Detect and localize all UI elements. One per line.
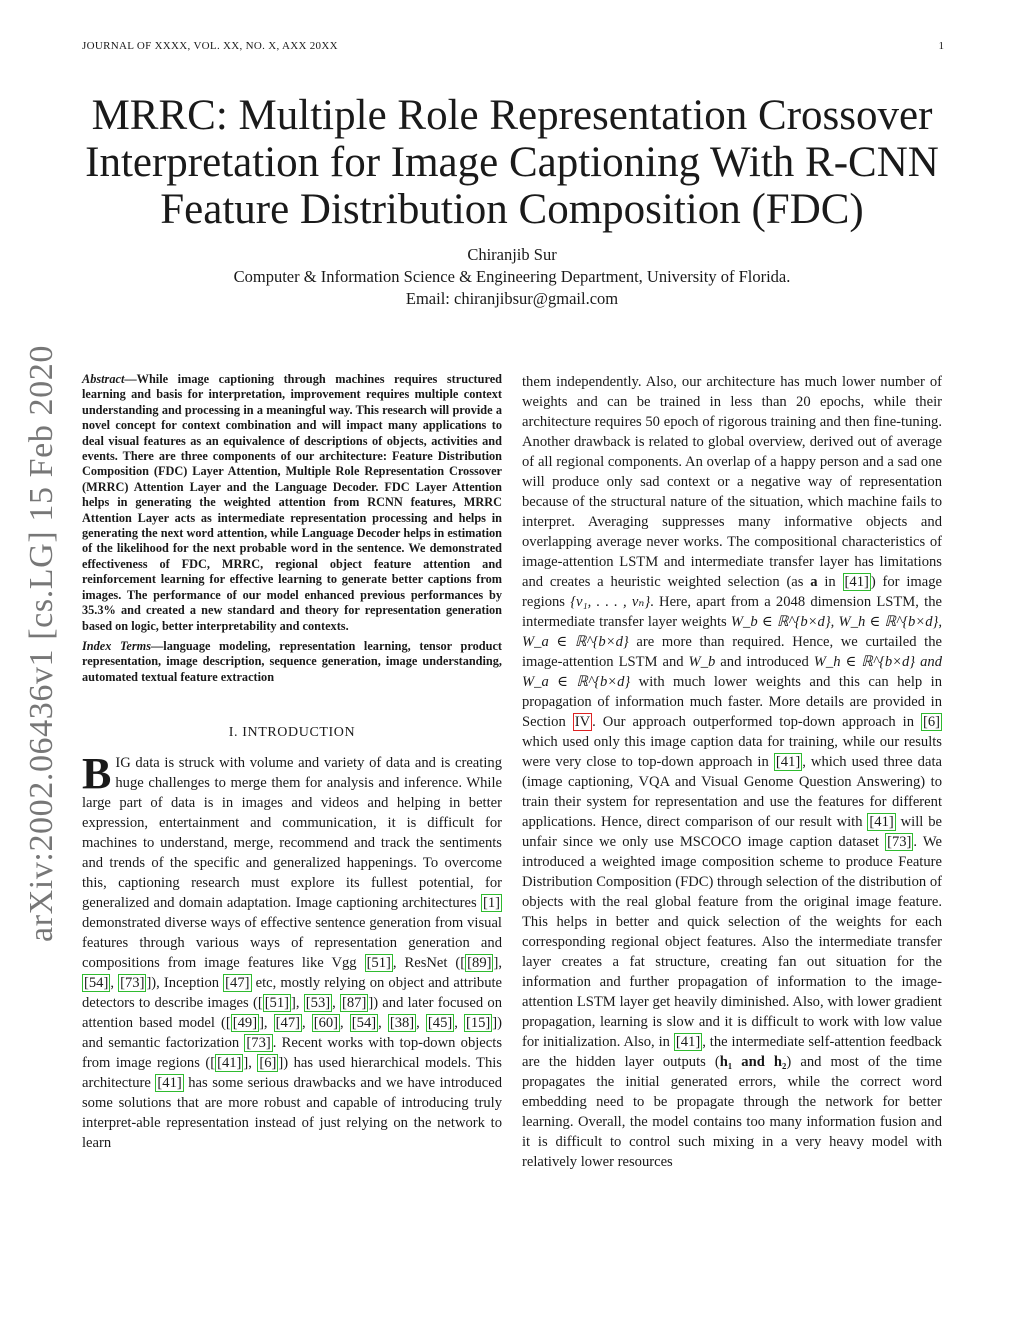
right-column [522, 372, 942, 1172]
math-expression: W_b [688, 654, 716, 670]
section-heading: I. INTRODUCTION [228, 725, 356, 741]
citation-link[interactable]: [41] [675, 1034, 701, 1050]
title-line-1: MRRC: Multiple Role Representation Crossover [91, 92, 933, 139]
citation-link[interactable]: [15] [465, 1015, 491, 1032]
left-column [82, 372, 502, 1153]
citation-link[interactable]: [6] [922, 714, 940, 730]
citation-link[interactable]: [45] [427, 1015, 453, 1032]
page-number: 1 [938, 40, 944, 52]
citation-link[interactable]: [54] [84, 975, 109, 992]
index-terms-label: Index Terms [82, 638, 151, 653]
citation-link[interactable]: [47] [275, 1015, 300, 1032]
journal-header: JOURNAL OF XXXX, VOL. XX, NO. X, AXX 20XX [82, 40, 338, 52]
citation-link[interactable]: [87] [342, 995, 367, 1012]
citation-link[interactable]: [6] [259, 1055, 277, 1072]
dropcap: B [82, 749, 112, 799]
index-terms [82, 639, 502, 685]
author-email: Email: chiranjibsur@gmail.com [405, 289, 619, 308]
intro-paragraph: BIG data is struck with volume and variety of data and is creating huge challenges to merge them for analysis and inference. While large part of data is in images and videos and helping in better expression, entertainment and communication, it is difficult for machines to understand, merge, recommend and track the sentiments and trends of the specific and generalized happenings. To overcome this, captioning research must explore its fullest potential, for generalized and domain adaptation. Image captioning architectures [1] demonstrated diverse ways of effective sentence generation from visual features through various ways of representation generation and compositions from image features like Vgg [51] , ResNet ([ [89] ], [54] , [73] ]), Inception [47] etc, mostly relying on object and attribute detectors to describe images ([ [51] ], [53] , [87] ]) and later focused on attention based model ([ [49] ], [47] , [60] , [54] , [38] , [45] , [15] ]) and semantic factorization [73] . Recent works with top-down objects from image regions ([ [41] ], [6] ]) has used hierarchical models. This architecture [41] has some serious drawbacks and we have introduced some solutions that are more robust and capable of introducing truly interpret-able representation instead of just relying on the network to learn [82, 749, 503, 1152]
citation-link[interactable]: [53] [305, 995, 331, 1012]
abstract-text: —While image captioning through machines requires structured learning and basis for interpretation, improvement requires multiple context understanding and processing in a meaningful way. This research will provide a novel concept for context combination and will impact many applications to deal visual features as an equivalence of descriptions of objects, activities and events. There are three components of our architecture: Feature Distribution Composition (FDC) Layer Attention, Multiple Role Representation Crossover (MRRC) Attention Layer and the Language Decoder. FDC Layer Attention helps in generating the weighted attention from RCNN features, MRRC Attention Layer acts as intermediate representation processing and helps in generating the next word attention, while Language Decoder helps in estimation of the likelihood for the next probable word in the sentence. We demonstrated effectiveness of FDC, MRRC, regional object feature attention and reinforcement learning for effective learning to generate better captions from images. The performance of our model enhanced previous performances by 35.3% and created a new standard and theory for representation generation based on logic, better interpretability and contexts. [82, 372, 502, 633]
citation-link[interactable]: [41] [869, 814, 894, 830]
citation-link[interactable]: [49] [232, 1015, 258, 1032]
citation-link[interactable]: [41] [217, 1055, 242, 1072]
title-line-2: Interpretation for Image Captioning With R-CNN [85, 139, 939, 186]
citation-link[interactable]: [51] [366, 955, 391, 972]
citation-link[interactable]: [41] [775, 754, 801, 770]
citation-link[interactable]: [73] [120, 975, 145, 992]
abstract-label: Abstract [82, 372, 125, 386]
math-expression: {v₁, . . . , vₙ} [570, 594, 651, 610]
citation-link[interactable]: [60] [313, 1015, 339, 1032]
citation-link[interactable]: [41] [844, 574, 869, 590]
math-symbol: a [810, 574, 818, 590]
index-terms-text: —language modeling, representation learning, tensor product representation, image description, sequence generation, image understanding, automated textual feature extraction [82, 638, 502, 684]
math-expression: W_b ∈ ℝ^{b×d}, W_h ∈ ℝ^{b×d}, W_a ∈ ℝ^{b×d} [522, 614, 942, 650]
citation-link[interactable]: [54] [351, 1015, 377, 1032]
arxiv-sidebar-id: arXiv:2002.06436v1 [cs.LG] 15 Feb 2020 [23, 345, 60, 942]
author-block [82, 244, 942, 310]
section-link[interactable]: IV [574, 714, 591, 730]
math-expression: W_h ∈ ℝ^{b×d} and W_a ∈ ℝ^{b×d} [522, 654, 942, 690]
citation-link[interactable]: [73] [246, 1035, 271, 1052]
body-paragraph: them independently. Also, our architecture has much lower number of weights and can be trained in less than 20 epochs, while their architecture requires 50 epoch of rigorous training and then fine-tuning. Another drawback is related to global overview, derived out of average of all regional components. An overlap of a happy person and a sad one will produce only sad context or a negative way of representation because of the structural nature of the situation, which machine fails to interpret. Averaging suppresses many informative objects and overlapping average never works. The compositional characteristics of image-attention LSTM and intermediate transfer layer has limitations and creates a heuristic weighted selection (as a in [41] ) for image regions {v₁, . . . , vₙ}. Here, apart from a 2048 dimension LSTM, the intermediate transfer layer weights W_b ∈ ℝ^{b×d}, W_h ∈ ℝ^{b×d}, W_a ∈ ℝ^{b×d} are more than required. Hence, we curtailed the image-attention LSTM and W_b and introduced W_h ∈ ℝ^{b×d} and W_a ∈ ℝ^{b×d} with much lower weights and this can help in propagation of information much faster. More details are provided in Section IV . Our approach outperformed top-down approach in [6] which used only this image caption data for training, while our results were very close to top-down approach in [41] , which used three data (image captioning, VQA and Visual Genome Question Answering) to train their system for representation and use the features for different applications. Hence, direct comparison of our result with [41] will be unfair since we only use MSCOCO image caption dataset [73] . We introduced a weighted image composition scheme to produce Feature Distribution Composition (FDC) through selection of the distribution of objects with the real global feature from the original image feature. This helps in better and quick selection of the weights for each corresponding regional object features. Also the intermediate transfer layer creates a fat structure, creating fan out situation for the information and further propagation of information to the image-attention LSTM layer get heavily diminished. Also, with lower gradient propagation, learning is slow and it is difficult to work with low value for initialization. Also, in [41] , the intermediate self-attention feedback are the hidden layer outputs (h₁ and h₂) and most of the time propagates the initial generated errors, while the correct word embedding need to be propagate through the network for better learning. Overall, the model contains too many information fusion and it is difficult to control such mixing in a very heavy model with relatively lower resources [522, 374, 943, 1170]
citation-link[interactable]: [38] [389, 1015, 415, 1032]
citation-link[interactable]: [89] [467, 955, 492, 972]
author-affiliation: Computer & Information Science & Engineering Department, University of Florida. [233, 267, 791, 286]
citation-link[interactable]: [1] [482, 895, 500, 912]
citation-link[interactable]: [41] [157, 1075, 182, 1092]
title-line-3: Feature Distribution Composition (FDC) [160, 186, 864, 233]
citation-link[interactable]: [51] [264, 995, 290, 1012]
citation-link[interactable]: [73] [887, 834, 912, 850]
math-expression: h₁ and h₂ [719, 1054, 787, 1070]
abstract [82, 372, 502, 634]
author-name: Chiranjib Sur [467, 245, 557, 264]
paper-title [82, 92, 942, 233]
citation-link[interactable]: [47] [225, 975, 250, 992]
